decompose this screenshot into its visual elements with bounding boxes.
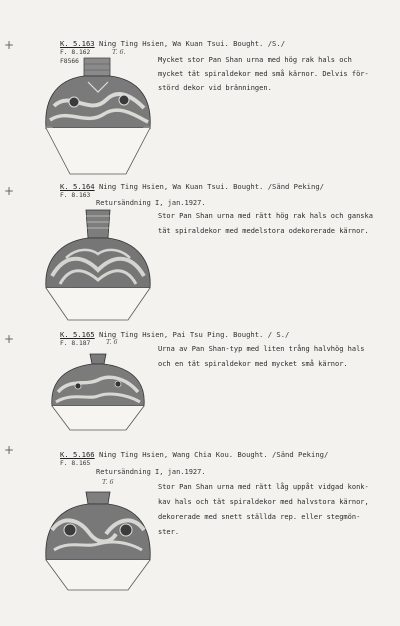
description-line: Stor Pan Shan urna med rätt hög rak hals och ganska bbox=[158, 212, 373, 220]
catalogue-number: K. 5.164 bbox=[60, 182, 95, 191]
handwritten-note: T. 6 bbox=[106, 338, 118, 346]
find-location: Ning Ting Hsien, Wa Kuan Tsui. Bought. /Sänd Peking/ bbox=[98, 182, 324, 191]
handwritten-note: T. 6 bbox=[102, 478, 114, 486]
binding-mark: + bbox=[4, 332, 15, 346]
handwritten-note: T. 6. bbox=[112, 48, 126, 56]
extra-number: F8566 bbox=[60, 58, 79, 65]
description-line: tät spiraldekor med medelstora odekorerade kärnor. bbox=[158, 227, 369, 235]
entry-heading bbox=[60, 182, 324, 191]
entry-heading bbox=[60, 450, 328, 459]
catalogue-number: K. 5.163 bbox=[60, 39, 95, 48]
find-location: Ning Ting Hsien, Pai Tsu Ping. Bought. / S./ bbox=[98, 330, 290, 339]
urn-drawing bbox=[46, 352, 150, 434]
urn-drawing bbox=[40, 56, 156, 180]
description-line: dekorerade med snett ställda rep. eller stegmön- bbox=[158, 513, 361, 521]
description-line: kav hals och tät spiraldekor med halvstora kärnor, bbox=[158, 498, 369, 506]
f-number: F. 8.162 bbox=[60, 49, 91, 56]
f-number: F. 8.165 bbox=[60, 460, 91, 467]
find-location: Ning Ting Hsien, Wa Kuan Tsui. Bought. /S./ bbox=[98, 39, 286, 48]
description-line: Stor Pan Shan urna med rätt låg uppåt vidgad konk- bbox=[158, 483, 369, 491]
binding-mark: + bbox=[4, 443, 15, 457]
entry-heading bbox=[60, 39, 285, 48]
description-line: Mycket stor Pan Shan urna med hög rak hals och bbox=[158, 56, 352, 64]
description-line: och en tät spiraldekor med mycket små kärnor. bbox=[158, 360, 348, 368]
description-line: störd dekor vid bränningen. bbox=[158, 84, 272, 92]
urn-drawing bbox=[40, 208, 156, 326]
urn-drawing bbox=[40, 490, 156, 594]
return-note: Retursändning I, jan.1927. bbox=[96, 468, 206, 476]
description-line: mycket tät spiraldekor med små kärnor. Delvis för- bbox=[158, 70, 369, 78]
f-number: F. 8.187 bbox=[60, 340, 91, 347]
catalogue-number: K. 5.165 bbox=[60, 330, 95, 339]
binding-mark: + bbox=[4, 38, 15, 52]
find-location: Ning Ting Hsien, Wang Chia Kou. Bought. /Sänd Peking/ bbox=[98, 450, 329, 459]
entry-heading bbox=[60, 330, 289, 339]
f-number: F. 8.163 bbox=[60, 192, 91, 199]
return-note: Retursändning I, jan.1927. bbox=[96, 199, 206, 207]
binding-mark: + bbox=[4, 184, 15, 198]
description-line: Urna av Pan Shan-typ med liten trång halvhög hals bbox=[158, 345, 365, 353]
catalogue-number: K. 5.166 bbox=[60, 450, 95, 459]
description-line: ster. bbox=[158, 528, 180, 536]
